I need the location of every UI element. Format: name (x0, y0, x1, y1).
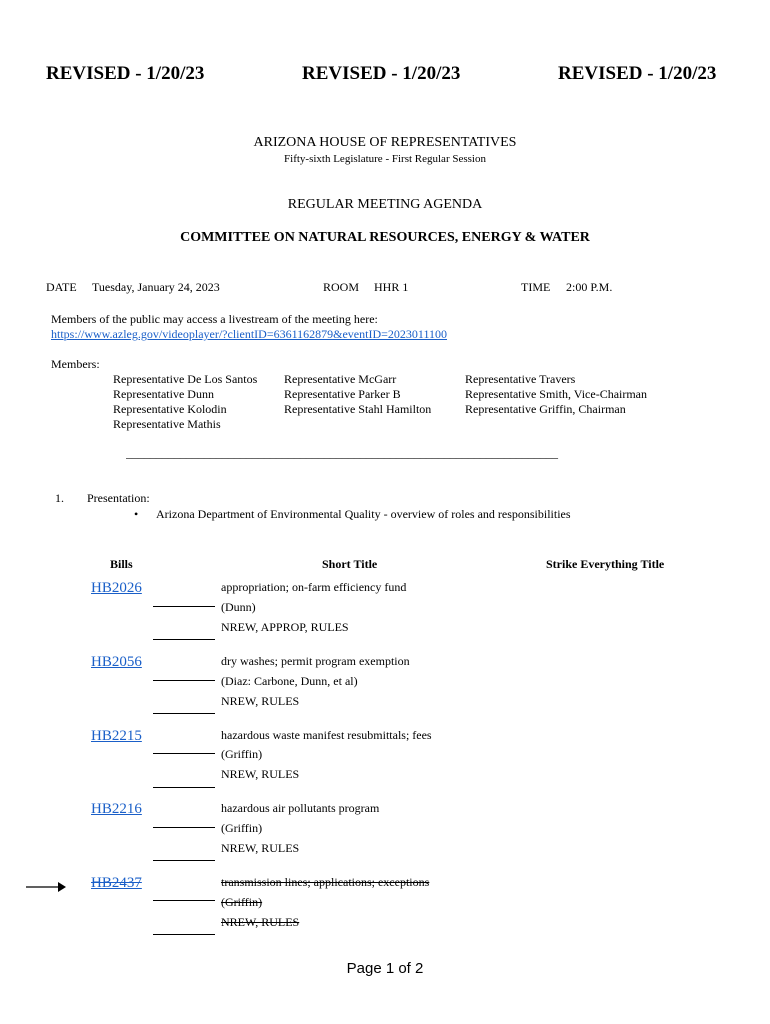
member-name: Representative Griffin, Chairman (465, 402, 626, 416)
section-divider: ________________________________________________________________________ (126, 446, 558, 460)
bill-sponsor: (Griffin) (221, 747, 263, 761)
bill-committees: NREW, RULES (221, 767, 300, 781)
item-number: 1. (55, 491, 64, 505)
livestream-text: Members of the public may access a livestream of the meeting here: (51, 312, 378, 326)
page-number: Page 1 of 2 (346, 960, 424, 977)
room-label: ROOM (323, 280, 360, 294)
revised-banner-left: REVISED - 1/20/23 (46, 63, 205, 84)
members-column-1 (113, 372, 257, 432)
members-label: Members: (51, 357, 100, 371)
bill-link[interactable]: HB2216 (91, 801, 142, 817)
bill-short-title: appropriation; on-farm efficiency fund (221, 580, 407, 594)
bill-link[interactable]: HB2056 (91, 654, 142, 670)
sponsor-rule (153, 680, 215, 681)
room-value: HHR 1 (374, 280, 409, 294)
page-title: ARIZONA HOUSE OF REPRESENTATIVES (253, 135, 517, 150)
item-label: Presentation: (87, 491, 150, 505)
short-title-column-header: Short Title (322, 557, 378, 571)
committee-heading: COMMITTEE ON NATURAL RESOURCES, ENERGY & WATER (180, 230, 590, 245)
bill-committees: NREW, RULES (221, 694, 300, 708)
member-name: Representative Smith, Vice-Chairman (465, 387, 648, 401)
bill-link[interactable]: HB2437 (91, 875, 142, 891)
sponsor-rule (153, 900, 215, 901)
committee-rule (153, 934, 215, 935)
date-value: Tuesday, January 24, 2023 (92, 280, 220, 294)
member-name: Representative McGarr (284, 372, 397, 386)
time-value: 2:00 P.M. (566, 280, 613, 294)
committee-rule (153, 639, 215, 640)
committee-rule (153, 860, 215, 861)
committee-rule (153, 787, 215, 788)
time-label: TIME (521, 280, 551, 294)
bill-committees: NREW, RULES (221, 841, 300, 855)
revised-banner-center: REVISED - 1/20/23 (302, 63, 461, 84)
bill-short-title: transmission lines; applications; exceptions (221, 875, 430, 889)
members-column-2 (284, 372, 431, 417)
bill-sponsor: (Dunn) (221, 600, 256, 614)
member-name: Representative Kolodin (113, 402, 227, 416)
strike-title-column-header: Strike Everything Title (546, 557, 665, 571)
livestream-link[interactable]: https://www.azleg.gov/videoplayer/?clientID=6361162879&eventID=2023011100 (51, 327, 448, 341)
bill-sponsor: (Diaz: Carbone, Dunn, et al) (221, 674, 358, 688)
bill-link[interactable]: HB2026 (91, 580, 142, 596)
agenda-heading: REGULAR MEETING AGENDA (287, 197, 483, 212)
arrow-right-icon (26, 880, 66, 894)
bill-sponsor: (Griffin) (221, 821, 263, 835)
members-column-3 (465, 372, 647, 417)
sponsor-rule (153, 606, 215, 607)
member-name: Representative Travers (465, 372, 576, 386)
member-name: Representative Mathis (113, 417, 221, 431)
bill-committees: NREW, RULES (221, 915, 300, 929)
sponsor-rule (153, 753, 215, 754)
bill-link[interactable]: HB2215 (91, 728, 142, 744)
committee-rule (153, 713, 215, 714)
bill-sponsor: (Griffin) (221, 895, 263, 909)
member-name: Representative Parker B (284, 387, 401, 401)
bill-short-title: hazardous air pollutants program (221, 801, 380, 815)
date-label: DATE (46, 280, 77, 294)
bill-short-title: hazardous waste manifest resubmittals; fees (221, 728, 432, 742)
revised-banner-right: REVISED - 1/20/23 (558, 63, 717, 84)
bill-short-title: dry washes; permit program exemption (221, 654, 410, 668)
bills-column-header: Bills (110, 557, 133, 571)
bullet-icon: • (134, 507, 139, 521)
session-subtitle: Fifty-sixth Legislature - First Regular Session (284, 153, 486, 165)
item-sub: Arizona Department of Environmental Quality - overview of roles and responsibilities (156, 507, 571, 521)
member-name: Representative Stahl Hamilton (284, 402, 432, 416)
member-name: Representative De Los Santos (113, 372, 258, 386)
member-name: Representative Dunn (113, 387, 214, 401)
bill-committees: NREW, APPROP, RULES (221, 620, 349, 634)
sponsor-rule (153, 827, 215, 828)
